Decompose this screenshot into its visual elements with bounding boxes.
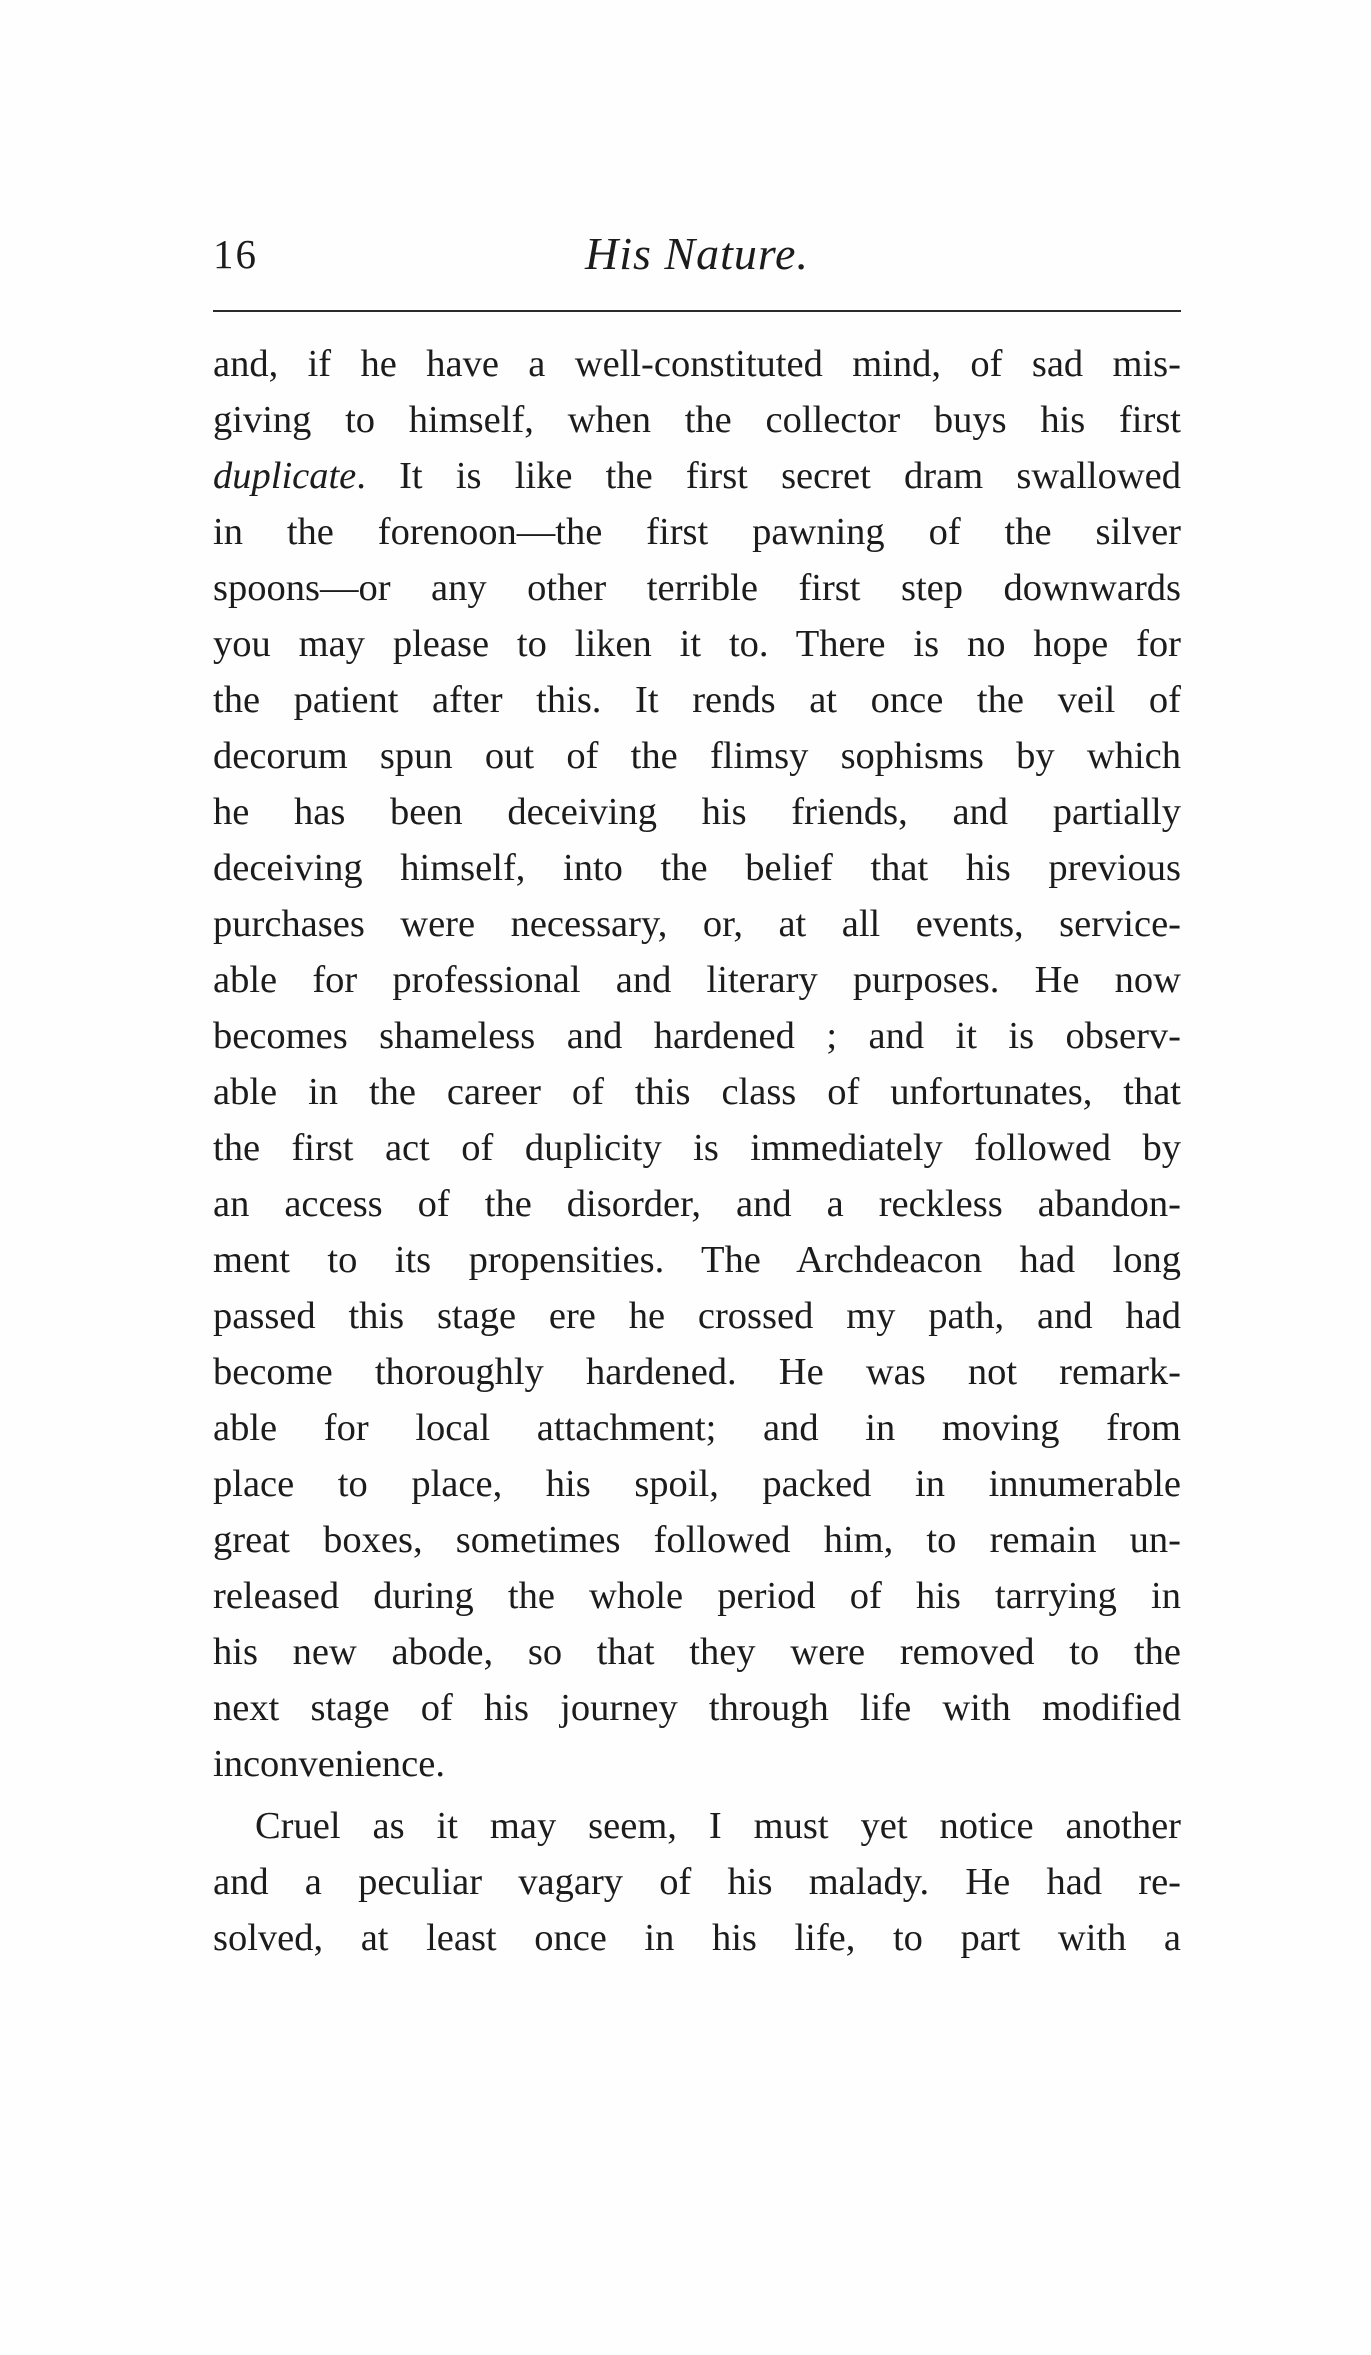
text-line: and a peculiar vagary of his malady. He had re- <box>213 1861 1181 1903</box>
text-line: giving to himself, when the collector buys his first <box>213 399 1181 441</box>
text-line: ment to its propensities. The Archdeacon had long <box>213 1239 1181 1281</box>
text-line: decorum spun out of the flimsy sophisms by which <box>213 735 1181 777</box>
text-line: passed this stage ere he crossed my path, and had <box>213 1295 1181 1337</box>
header-rule <box>213 310 1181 312</box>
text-line: become thoroughly hardened. He was not remark- <box>213 1351 1181 1393</box>
text-line: inconvenience. <box>213 1743 445 1785</box>
text-line: able for professional and literary purposes. He now <box>213 959 1181 1001</box>
text-line: deceiving himself, into the belief that his previous <box>213 847 1181 889</box>
text-line: able for local attachment; and in moving from <box>213 1407 1181 1449</box>
text-line: and, if he have a well-constituted mind, of sad mis- <box>213 343 1181 385</box>
text-line: solved, at least once in his life, to part with a <box>213 1917 1181 1959</box>
running-title: His Nature. <box>585 228 809 279</box>
emphasis: duplicate <box>213 455 357 497</box>
text-line: released during the whole period of his tarrying in <box>213 1575 1181 1617</box>
text-line: you may please to liken it to. There is no hope for <box>213 623 1181 665</box>
text-line: he has been deceiving his friends, and partially <box>213 791 1181 833</box>
page-header <box>213 222 1181 286</box>
text-line: an access of the disorder, and a reckless abandon- <box>213 1183 1181 1225</box>
text-line: purchases were necessary, or, at all events, service- <box>213 903 1181 945</box>
paragraph <box>213 336 1181 1792</box>
text-line: spoons—or any other terrible first step downwards <box>213 567 1181 609</box>
text-line: able in the career of this class of unfortunates, that <box>213 1071 1181 1113</box>
text-line: Cruel as it may seem, I must yet notice another <box>255 1805 1181 1847</box>
page-number: 16 <box>213 231 258 277</box>
text-line: great boxes, sometimes followed him, to remain un- <box>213 1519 1181 1561</box>
text-line: in the forenoon—the first pawning of the silver <box>213 511 1181 553</box>
text-line: place to place, his spoil, packed in innumerable <box>213 1463 1181 1505</box>
text-line: becomes shameless and hardened ; and it is observ- <box>213 1015 1181 1057</box>
paragraph <box>213 1798 1181 1966</box>
text-line: the first act of duplicity is immediately followed by <box>213 1127 1181 1169</box>
text-line: duplicate. It is like the first secret dram swallowed <box>213 455 1181 497</box>
body-text <box>213 336 1181 1966</box>
text-line: next stage of his journey through life with modified <box>213 1687 1181 1729</box>
text-line: his new abode, so that they were removed to the <box>213 1631 1181 1673</box>
text-line: the patient after this. It rends at once the veil of <box>213 679 1181 721</box>
